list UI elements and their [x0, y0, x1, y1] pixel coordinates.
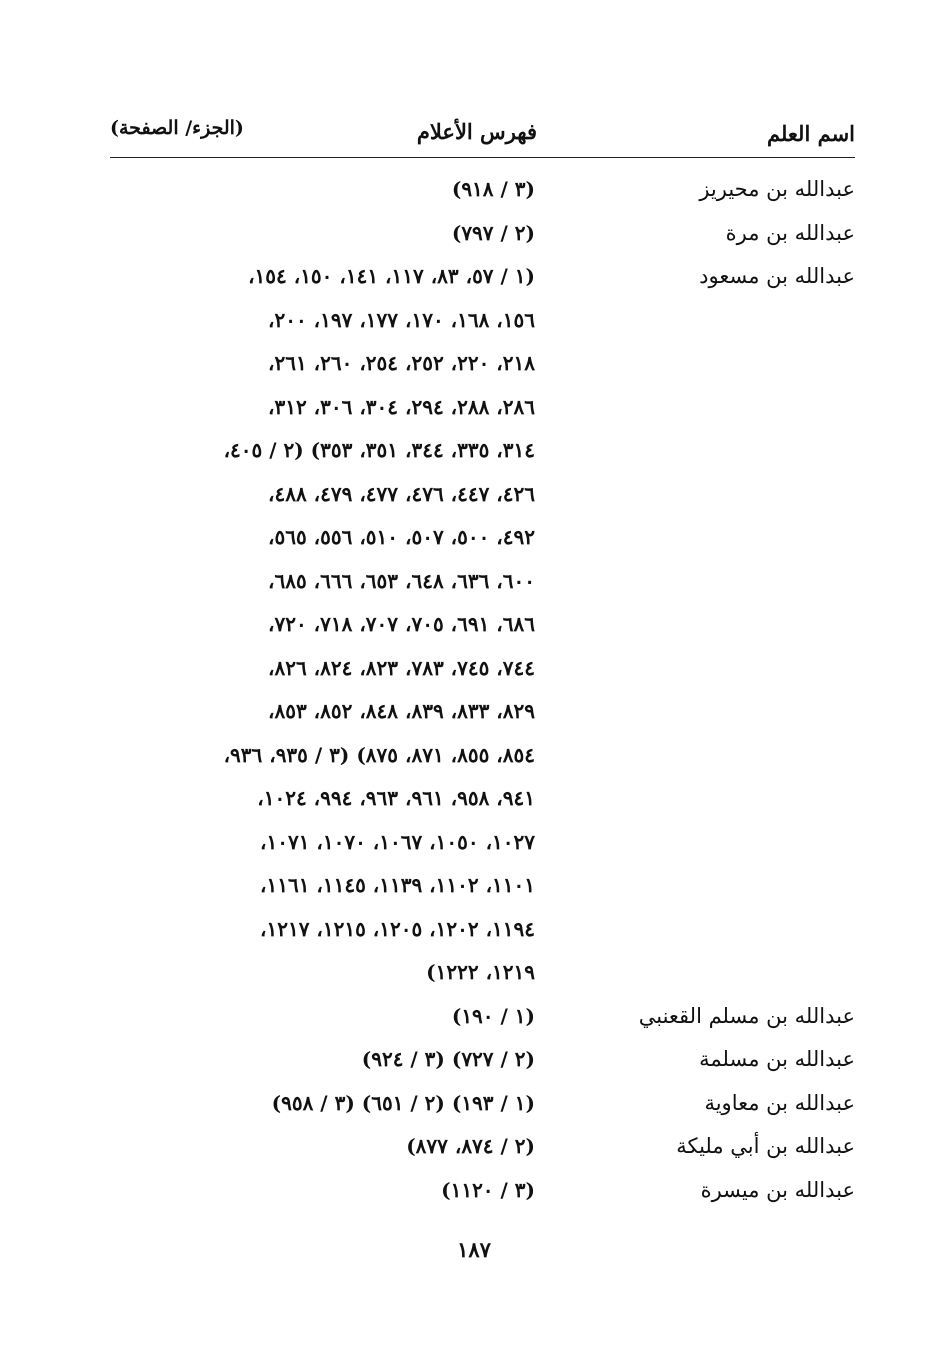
entry-name: عبدالله بن مسلم القعنبي [638, 1003, 855, 1028]
reference-line: ٨٥٤، ٨٥٥، ٨٧١، ٨٧٥) (٣ / ٩٣٥، ٩٣٦، [223, 742, 535, 767]
header-divider [110, 157, 855, 158]
index-entry [110, 1082, 855, 1126]
reference-line: ١٠٢٧، ١٠٥٠، ١٠٦٧، ١٠٧٠، ١٠٧١، [260, 829, 535, 854]
entry-references [110, 212, 535, 256]
index-title: فهرس الأعلام [416, 119, 537, 144]
reference-line: ٢٨٦، ٢٨٨، ٢٩٤، ٣٠٤، ٣٠٦، ٣١٢، [268, 394, 535, 419]
index-entry [110, 1038, 855, 1082]
index-entry [110, 995, 855, 1039]
reference-line: ٤٢٦، ٤٤٧، ٤٧٦، ٤٧٧، ٤٧٩، ٤٨٨، [268, 481, 535, 506]
reference-line: (٢ / ٧٩٧) [451, 220, 535, 245]
column-heading-name: اسم العلم [766, 121, 855, 146]
reference-line: (٣ / ٩١٨) [451, 177, 535, 201]
reference-line: ٤٩٢، ٥٠٠، ٥٠٧، ٥١٠، ٥٥٦، ٥٦٥، [268, 525, 535, 549]
reference-line: ١١٩٤، ١٢٠٢، ١٢٠٥، ١٢١٥، ١٢١٧، [260, 916, 535, 941]
reference-line: ١٥٦، ١٦٨، ١٧٠، ١٧٧، ١٩٧، ٢٠٠، [268, 307, 535, 332]
reference-line: ١١٠١، ١١٠٢، ١١٣٩، ١١٤٥، ١١٦١، [260, 873, 535, 897]
reference-line: (٢ / ٧٢٧) (٣ / ٩٢٤) [361, 1047, 535, 1071]
entry-references [110, 255, 535, 995]
entry-references [110, 1082, 535, 1126]
entry-name: عبدالله بن مسعود [699, 264, 855, 288]
entry-references [110, 1038, 535, 1082]
reference-line: ٦٠٠، ٦٣٦، ٦٤٨، ٦٥٣، ٦٦٦، ٦٨٥، [268, 568, 535, 593]
entry-name: عبدالله بن مسلمة [699, 1047, 855, 1071]
column-heading-part-page: (الجزء/ الصفحة) [110, 117, 244, 139]
reference-line: ٣١٤، ٣٣٥، ٣٤٤، ٣٥١، ٣٥٣) (٢ / ٤٠٥، [223, 438, 535, 462]
reference-line: ٨٢٩، ٨٣٣، ٨٣٩، ٨٤٨، ٨٥٢، ٨٥٣، [268, 699, 535, 723]
page-number: ١٨٧ [457, 1237, 491, 1262]
entry-name: عبدالله بن ميسرة [700, 1177, 855, 1202]
entry-name: عبدالله بن أبي مليكة [676, 1134, 855, 1158]
index-entry [110, 212, 855, 256]
entry-references [110, 1169, 535, 1213]
reference-line: ٦٨٦، ٦٩١، ٧٠٥، ٧٠٧، ٧١٨، ٧٢٠، [268, 612, 535, 636]
reference-line: (٢ / ٨٧٤، ٨٧٧) [406, 1134, 535, 1158]
index-entry [110, 255, 855, 995]
reference-line: (١ / ١٩٠) [451, 1003, 535, 1028]
reference-line: ٢١٨، ٢٢٠، ٢٥٢، ٢٥٤، ٢٦٠، ٢٦١، [268, 351, 535, 375]
entry-name: عبدالله بن معاوية [704, 1090, 855, 1115]
reference-line: ٩٤١، ٩٥٨، ٩٦١، ٩٦٣، ٩٩٤، ١٠٢٤، [257, 786, 535, 810]
index-entry [110, 1169, 855, 1213]
reference-line: ٧٤٤، ٧٤٥، ٧٨٣، ٨٢٣، ٨٢٤، ٨٢٦، [268, 655, 535, 680]
reference-line: (٣ / ١١٢٠) [441, 1177, 535, 1202]
reference-line: ١٢١٩، ١٢٢٢) [426, 960, 535, 984]
reference-line: (١ / ١٩٣) (٢ / ٦٥١) (٣ / ٩٥٨) [271, 1090, 535, 1115]
index-header [110, 115, 855, 155]
index-entry [110, 1125, 855, 1169]
entry-references [110, 168, 535, 212]
entry-references [110, 995, 535, 1039]
entry-name: عبدالله بن مرة [725, 220, 855, 245]
index-entries [110, 168, 855, 1212]
reference-line: (١ / ٥٧، ٨٣، ١١٧، ١٤١، ١٥٠، ١٥٤، [248, 264, 535, 288]
entry-references [110, 1125, 535, 1169]
entry-name: عبدالله بن محيريز [699, 177, 855, 201]
index-entry [110, 168, 855, 212]
